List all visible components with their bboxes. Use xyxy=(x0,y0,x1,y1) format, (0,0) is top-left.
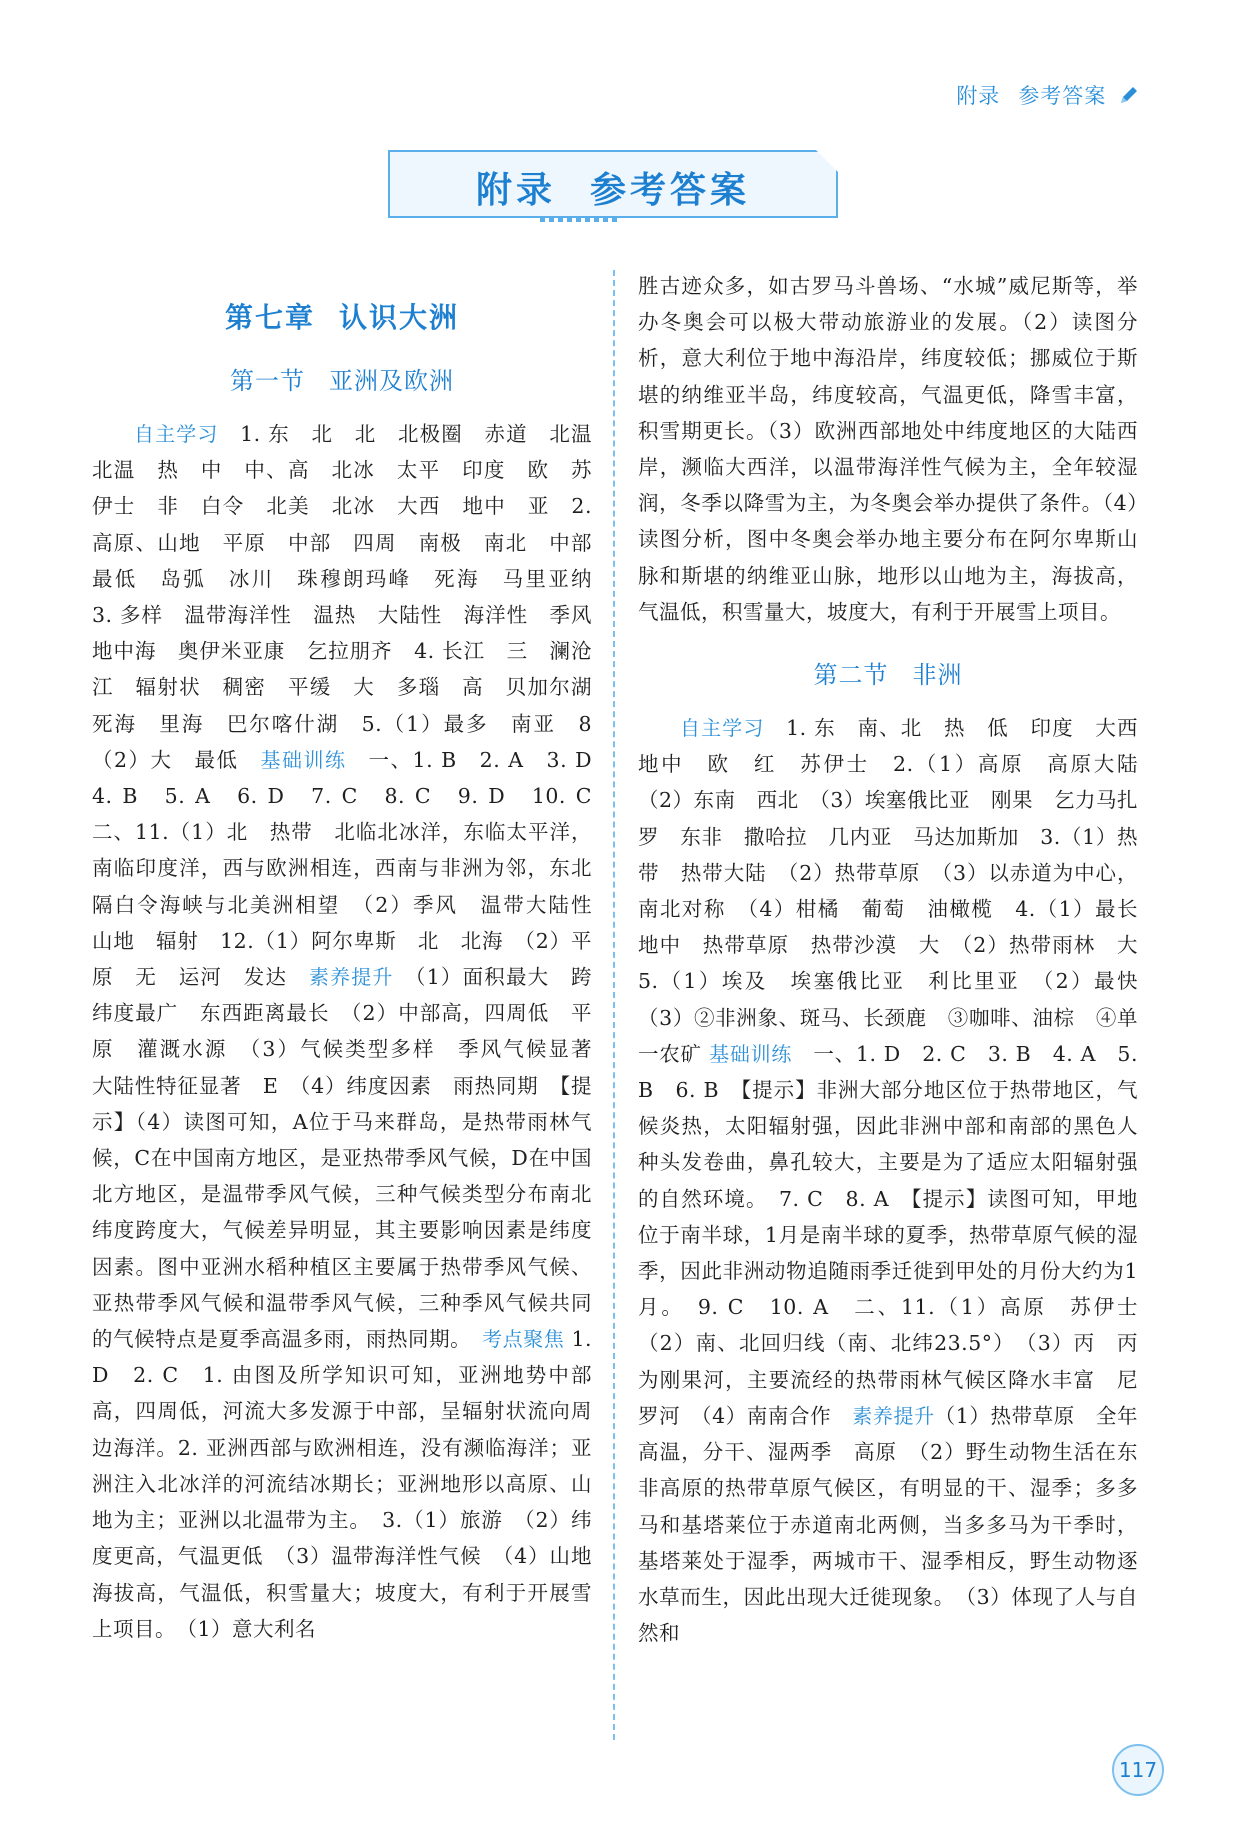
running-header xyxy=(956,80,1140,110)
header-appendix: 附录 xyxy=(956,84,1001,108)
section2-name: 非洲 xyxy=(912,661,963,690)
section-heading-2 xyxy=(638,658,1138,692)
answer-text: 1. 东 南、北 热 低 印度 大西 地中 欧 红 苏伊士 2.（1）高原 高原大陆 （2）东南 西北 （3）埃塞俄比亚 刚果 乞力马扎罗 东非 撒哈拉 几内亚 马达加斯加 3.（1）热带 热带大陆 （2）热带草原 （3）以赤道为中心，南北对称 （4）柑橘 葡萄 油橄榄 4.（1）最长 地中 热带草原 热带沙漠 大 （2）热带雨林 大 5.（1）埃及 埃塞俄比亚 利比里亚 （2）最快 （3）②非洲象、斑马、长颈鹿 ③咖啡、油棕 ④单一农矿 xyxy=(638,716,1160,1066)
title-answers: 参考答案 xyxy=(590,170,751,211)
tag-basic-training: 基础训练 xyxy=(260,747,347,772)
chapter-name: 认识大洲 xyxy=(339,301,460,334)
tag-literacy-up: 素养提升 xyxy=(308,965,394,990)
chapter-heading xyxy=(92,298,592,338)
answer-text: 1. 东 北 北 北极圈 赤道 北温 北温 热 中 中、高 北冰 太平 印度 欧 苏伊士 非 白令 北美 北冰 大西 地中 亚 2. 高原、山地 平原 中部 四周 南极 南北 中部 最低 岛弧 冰川 珠穆朗玛峰 死海 马里亚纳 3. 多样 温带海洋性 温热 大陆性 海洋性 季风 地中海 奥伊米亚康 乞拉朋齐 4. 长江 三 澜沧江 辐射状 稠密 平缓 大 多瑙 高 贝加尔湖 死海 里海 巴尔喀什湖 5.（1）最多 南亚 8 （2）大 最低 xyxy=(92,422,614,772)
section-heading-1 xyxy=(92,364,592,398)
section2-label: 第二节 xyxy=(813,661,889,690)
answer-text: （1）面积最大 跨纬度最广 东西距离最长 （2）中部高，四周低 平原 灌溉水源 （3）气候类型多样 季风气候显著 大陆性特征显著 E （4）纬度因素 雨热同期 【提示】（4）读图可知，A位于马来群岛，是热带雨林气候，C在中国南方地区，是亚热带季风气候，D在中国北方地区，是温带季风气候，三种气候类型分布南北纬度跨度大，气候差异明显，其主要影响因素是纬度因素。图中亚洲水稻种植区主要属于热带季风气候、亚热带季风气候和温带季风气候，三种季风气候共同的气候特点是夏季高温多雨，雨热同期。 xyxy=(92,965,613,1352)
tag-key-focus: 考点聚焦 xyxy=(482,1327,565,1352)
tag-basic-training: 基础训练 xyxy=(709,1041,793,1066)
answer-text: 一、1. D 2. C 3. B 4. A 5. B 6. B 【提示】非洲大部分地区位于热带地区，气候炎热，太阳辐射强，因此非洲中部和南部的黑色人种头发卷曲，鼻孔较大，主要是为了适应太阳辐射强的自然环境。 7. C 8. A 【提示】读图可知，甲地位于南半球，1月是南半球的夏季，热带草原气候的湿季，因此非洲动物追随雨季迁徙到甲处的月份大约为1月。 9. C 10. A 二、11.（1）高原 苏伊士 （2）南、北回归线（南、北纬23.5°） （3）丙 丙为刚果河，主要流经的热带雨林气候区降水丰富 尼罗河 （4）南南合作 xyxy=(638,1041,1159,1428)
tag-literacy-up-cont: 升 xyxy=(914,1403,935,1428)
header-answers: 参考答案 xyxy=(1018,84,1107,108)
pencil-icon xyxy=(1118,84,1140,106)
answer-text: （1）热带草原 全年高温，分干、湿两季 高原 （2）野生动物生活在东非高原的热带草原气候区，有明显的干、湿季；多多马和基塔莱位于赤道南北两侧，当多多马为干季时，基塔莱处于湿季，两城市干、湿季相反，野生动物逐水草而生，因此出现大迁徙现象。 （3）体现了人与自然和 xyxy=(638,1403,1139,1646)
tag-literacy-up: 素养提 xyxy=(852,1403,915,1428)
answer-paragraph xyxy=(92,416,614,1647)
page-number: 117 xyxy=(1112,1744,1164,1796)
tag-self-study: 自主学习 xyxy=(134,422,219,446)
section1-name: 亚洲及欧洲 xyxy=(329,367,454,395)
column-divider xyxy=(613,270,615,1740)
page-title-box xyxy=(388,150,838,218)
tag-self-study: 自主学习 xyxy=(680,716,765,741)
title-decoration xyxy=(540,218,620,222)
answer-paragraph xyxy=(638,710,1160,1651)
answer-paragraph: 胜古迹众多，如古罗马斗兽场、“水城”威尼斯等，举办冬奥会可以极大带动旅游业的发展。（2）读图分析，意大利位于地中海沿岸，纬度较低；挪威位于斯堪的纳维亚半岛，纬度较高，气温更低，降雪丰富，积雪期更长。（3）欧洲西部地处中纬度地区的大陆西岸，濒临大西洋，以温带海洋性气候为主，全年较湿润，冬季以降雪为主，为冬奥会举办提供了条件。（4）读图分析，图中冬奥会举办地主要分布在阿尔卑斯山脉和斯堪的纳维亚山脉，地形以山地为主，海拔高，气温低，积雪量大，坡度大，有利于开展雪上项目。 xyxy=(638,274,1138,624)
right-column xyxy=(638,268,1160,1651)
section1-label: 第一节 xyxy=(230,367,305,395)
answer-text: 一、1. B 2. A 3. D 4. B 5. A 6. D 7. C 8. C 9. D 10. C 二、11.（1）北 热带 北临北冰洋，东临太平洋，南临印度洋，西与欧洲相连，西南与非洲为邻，东北隔白令海峡与北美洲相望 （2）季风 温带大陆性 山地 辐射 12.（1）阿尔卑斯 北 北海 （2）平原 无 运河 发达 xyxy=(92,747,614,990)
answer-text: 1. D 2. C 1. 由图及所学知识可知，亚洲地势中部高，四周低，河流大多发源于中部，呈辐射状流向周边海洋。2. 亚洲西部与欧洲相连，没有濒临海洋；亚洲注入北冰洋的河流结冰期长；亚洲地形以高原、山地为主；亚洲以北温带为主。 3.（1）旅游 （2）纬度更高，气温更低 （3）温带海洋性气候 （4）山地 海拔高，气温低，积雪量大；坡度大，有利于开展雪上项目。 （1）意大利名 xyxy=(92,1327,613,1641)
page-title xyxy=(390,162,836,213)
chapter-label: 第七章 xyxy=(224,301,315,334)
title-appendix: 附录 xyxy=(475,170,556,211)
left-column xyxy=(92,298,614,1647)
